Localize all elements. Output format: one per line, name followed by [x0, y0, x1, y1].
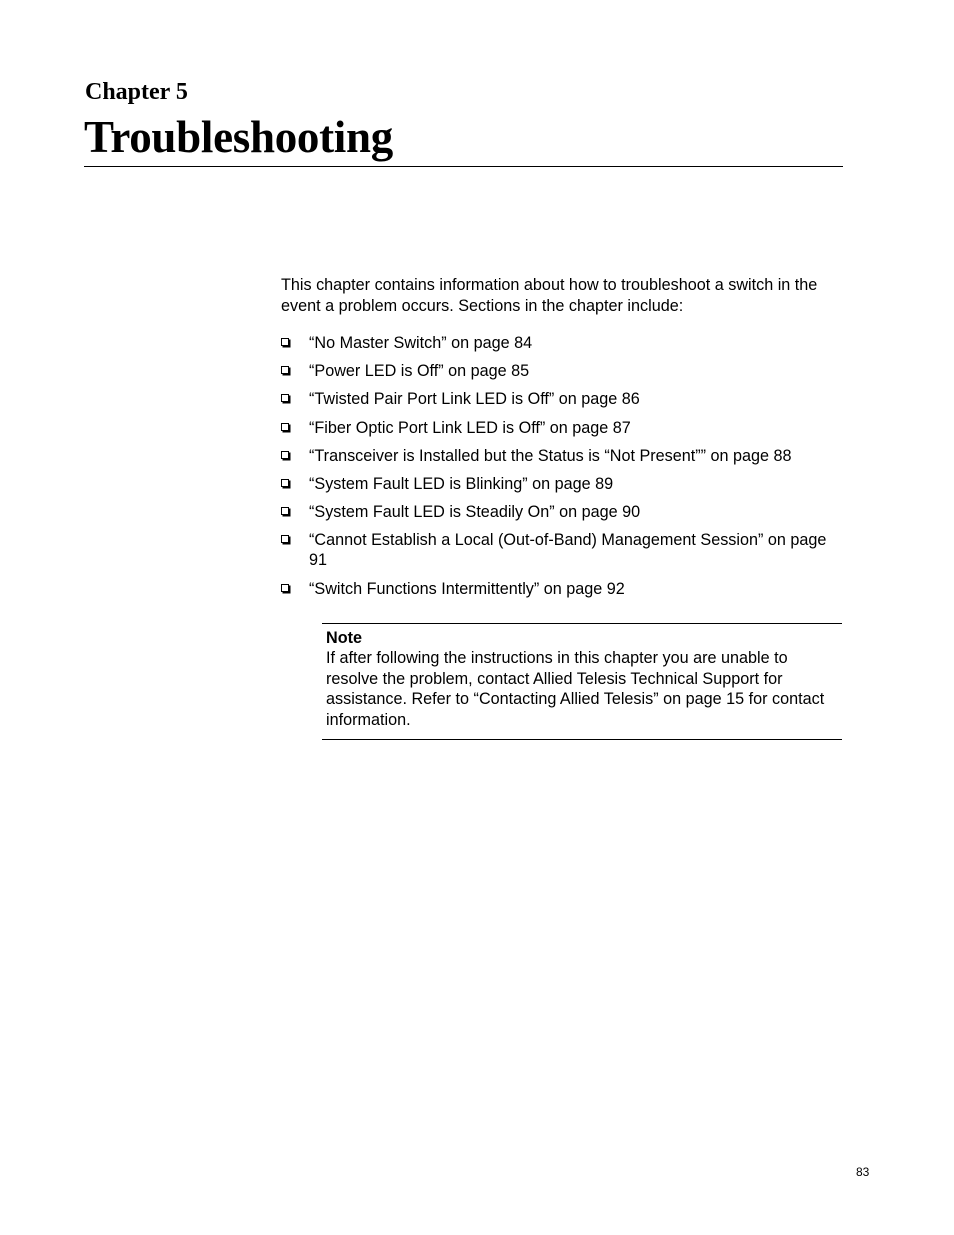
checkbox-bullet-icon	[281, 394, 289, 402]
note-title: Note	[326, 629, 362, 647]
list-item	[281, 333, 841, 353]
intro-paragraph: This chapter contains information about how to troubleshoot a switch in the event a problem occurs. Sections in the chapter include:	[281, 276, 818, 315]
checkbox-bullet-icon	[281, 535, 289, 543]
section-link[interactable]: “Cannot Establish a Local (Out-of-Band) Management Session” on page 91	[309, 531, 827, 570]
checkbox-bullet-icon	[281, 507, 289, 515]
list-item	[281, 446, 841, 466]
checkbox-bullet-icon	[281, 338, 289, 346]
checkbox-bullet-icon	[281, 451, 289, 459]
list-item	[281, 418, 841, 438]
note-body: If after following the instructions in this chapter you are unable to resolve the problem, contact Allied Telesis Technical Support for assistance. Refer to “Contacting Allied Telesis” on page 15 for contact information.	[326, 649, 825, 729]
section-link[interactable]: “Twisted Pair Port Link LED is Off” on page 86	[309, 390, 640, 409]
list-item	[281, 389, 841, 409]
chapter-label: Chapter 5	[85, 79, 188, 105]
checkbox-bullet-icon	[281, 423, 289, 431]
checkbox-bullet-icon	[281, 584, 289, 592]
list-item	[281, 530, 841, 570]
checkbox-bullet-icon	[281, 479, 289, 487]
checkbox-bullet-icon	[281, 366, 289, 374]
list-item	[281, 361, 841, 381]
page-number: 83	[856, 1165, 870, 1179]
title-divider	[84, 166, 843, 167]
section-list	[281, 333, 841, 607]
list-item	[281, 502, 841, 522]
section-link[interactable]: “Switch Functions Intermittently” on page 92	[309, 579, 625, 598]
section-link[interactable]: “Transceiver is Installed but the Status is “Not Present”” on page 88	[309, 446, 792, 465]
section-link[interactable]: “System Fault LED is Blinking” on page 89	[309, 474, 614, 493]
section-link[interactable]: “System Fault LED is Steadily On” on page 90	[309, 503, 641, 522]
section-link[interactable]: “No Master Switch” on page 84	[309, 334, 533, 352]
list-item	[281, 474, 841, 494]
list-item	[281, 579, 841, 599]
chapter-title: Troubleshooting	[84, 112, 393, 162]
note-box	[322, 623, 842, 740]
section-link[interactable]: “Power LED is Off” on page 85	[309, 362, 530, 381]
section-link[interactable]: “Fiber Optic Port Link LED is Off” on page 87	[309, 418, 631, 437]
